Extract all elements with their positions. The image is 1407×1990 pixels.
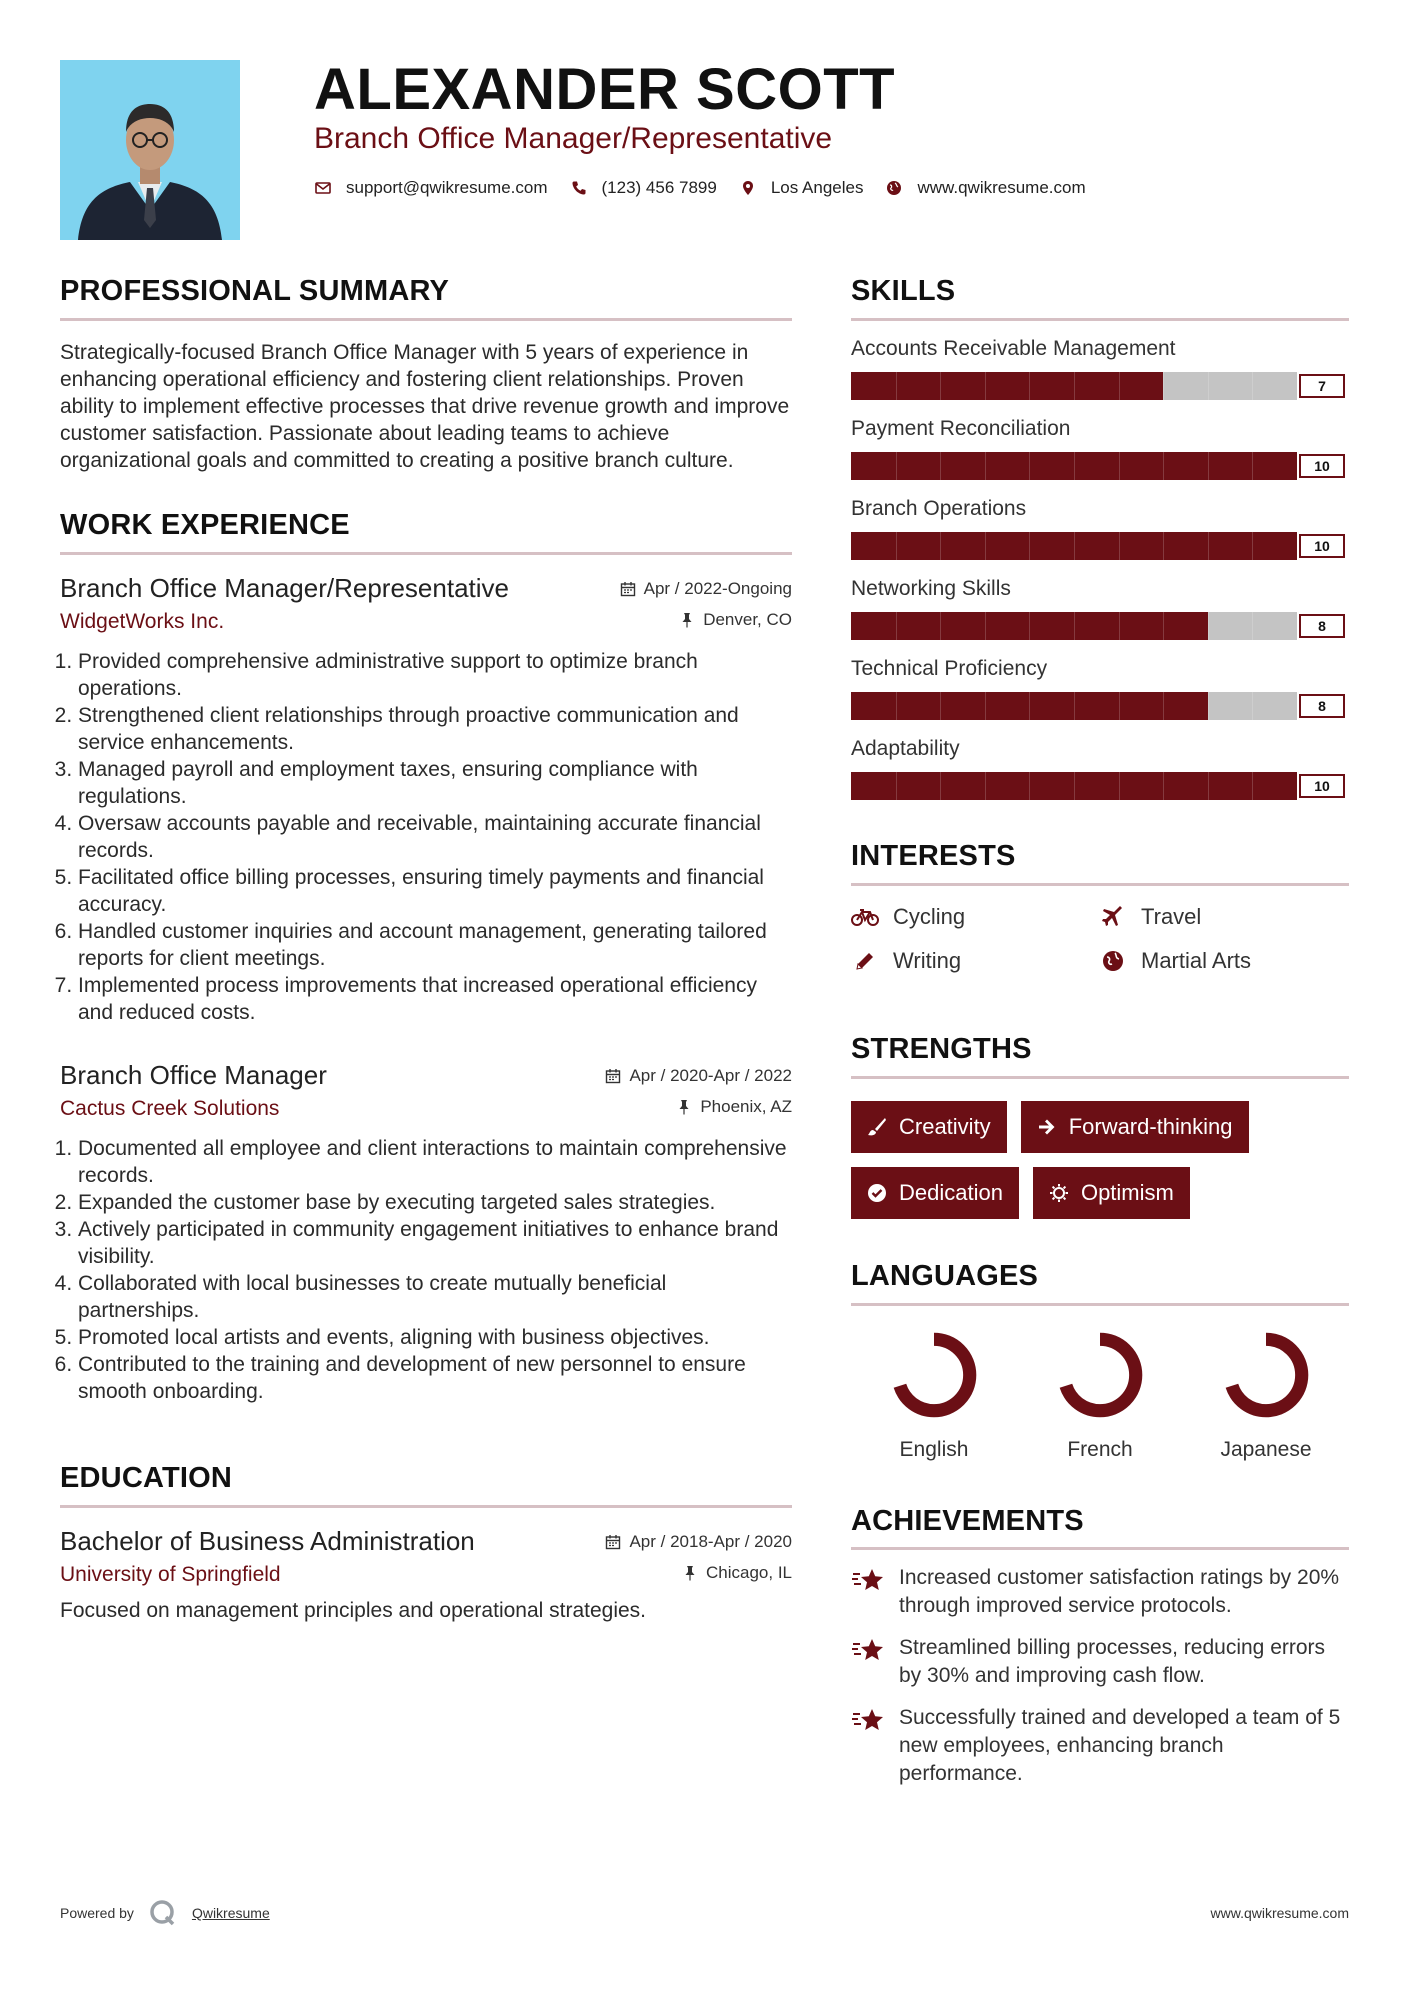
job-bullet: 5. Promoted local artists and events, aligning with business objectives. (78, 1324, 792, 1351)
skill-bar-divider (1029, 612, 1030, 640)
job-location-text: Phoenix, AZ (700, 1096, 792, 1116)
skill-bar-divider (1163, 772, 1164, 800)
job-bullet: 1. Provided comprehensive administrative support to optimize branch operations. (78, 648, 792, 702)
envelope-icon (314, 179, 332, 197)
skill-bar-divider (896, 772, 897, 800)
skill-bar-divider (1163, 692, 1164, 720)
skill-bar-divider (1252, 612, 1253, 640)
interest-label: Writing (893, 947, 962, 973)
interest-item (1099, 948, 1347, 974)
skill-bar-divider (940, 692, 941, 720)
education-location (682, 1563, 792, 1583)
skill-bar-divider (1119, 692, 1120, 720)
job-bullet: 2. Strengthened client relationships through proactive communication and service enhancements. (78, 702, 792, 756)
skill-bar-divider (1252, 692, 1253, 720)
skill-bar-divider (1208, 452, 1209, 480)
skill-bar (851, 372, 1297, 400)
pencil-icon (851, 950, 879, 972)
skill-bar-divider (1029, 692, 1030, 720)
skill-bar-divider (940, 532, 941, 560)
skill-bar-divider (1119, 452, 1120, 480)
skill-bar-divider (1163, 372, 1164, 400)
education-location-text: Chicago, IL (706, 1562, 792, 1582)
contact-location (739, 178, 864, 198)
arrow-right-icon (1037, 1117, 1057, 1137)
job-bullet: 6. Contributed to the training and development of new personnel to ensure smooth onboarding. (78, 1351, 792, 1405)
right-column (851, 276, 1349, 1788)
skill-bar-divider (1208, 532, 1209, 560)
language-level-arc (1064, 1339, 1135, 1410)
job-entry (60, 573, 792, 1026)
language-level-arc (1230, 1339, 1301, 1410)
skill-bar (851, 692, 1297, 720)
job-bullets (60, 648, 792, 1026)
strength-label: Creativity (899, 1113, 991, 1139)
job-bullet: 3. Managed payroll and employment taxes, ensuring compliance with regulations. (78, 756, 792, 810)
star-icon (851, 1636, 885, 1666)
strength-tag (851, 1167, 1019, 1219)
skill-item (851, 497, 1349, 561)
strength-label: Optimism (1080, 1179, 1174, 1205)
skill-bar (851, 452, 1297, 480)
interest-label: Cycling (893, 903, 966, 929)
candidate-title: Branch Office Manager/Representative (314, 122, 833, 155)
language-name: French (1067, 1437, 1133, 1461)
skill-bar-divider (1074, 612, 1075, 640)
skill-bar-divider (1074, 772, 1075, 800)
skill-bar-divider (1029, 772, 1030, 800)
footer-powered-by (60, 1898, 270, 1928)
skill-item (851, 577, 1349, 641)
star-icon (851, 1566, 885, 1596)
skill-bar-divider (940, 612, 941, 640)
skills-list (851, 337, 1349, 801)
skill-bar-divider (896, 452, 897, 480)
strength-tag (1021, 1101, 1249, 1153)
job-company: WidgetWorks Inc. (60, 609, 225, 633)
map-pin-icon (739, 179, 757, 197)
job-dates (620, 579, 792, 599)
skill-bar-divider (1119, 772, 1120, 800)
interest-item (851, 904, 1099, 930)
pushpin-icon (676, 1099, 692, 1115)
skill-bar-divider (1163, 452, 1164, 480)
skill-bar (851, 612, 1297, 640)
skill-bar-divider (896, 692, 897, 720)
skill-bar-divider (1252, 452, 1253, 480)
skill-name: Adaptability (851, 736, 960, 760)
phone-icon (570, 179, 588, 197)
skill-bar-divider (940, 452, 941, 480)
achievements-heading: ACHIEVEMENTS (851, 1506, 1349, 1551)
education-description: Focused on management principles and operational strategies. (60, 1598, 647, 1622)
skill-item (851, 337, 1349, 401)
powered-by-label: Powered by (60, 1905, 134, 1921)
skill-bar-divider (985, 692, 986, 720)
pushpin-icon (682, 1565, 698, 1581)
contact-email[interactable] (314, 178, 548, 198)
job-bullet: 4. Oversaw accounts payable and receivable, maintaining accurate financial records. (78, 810, 792, 864)
skills-heading: SKILLS (851, 276, 1349, 321)
contact-phone[interactable] (570, 178, 717, 198)
strength-label: Forward-thinking (1068, 1113, 1233, 1139)
skill-bar-row (851, 691, 1349, 721)
qwikresume-logo-icon (148, 1898, 178, 1928)
profile-photo (60, 60, 240, 240)
summary-text: Strategically-focused Branch Office Manager with 5 years of experience in enhancing operational efficiency and fostering client relationships. Proven ability to implement effective processes that drive revenue growth and improve customer satisfaction. Passionate about leading teams to achieve organizational goals and committed to creating a positive branch culture. (60, 340, 790, 472)
skill-value: 8 (1299, 614, 1345, 638)
contact-email-text: support@qwikresume.com (346, 178, 548, 197)
languages-heading: LANGUAGES (851, 1261, 1349, 1306)
achievement-text: Successfully trained and developed a team of 5 new employees, enhancing branch performance. (899, 1706, 1341, 1786)
job-bullet: 7. Implemented process improvements that increased operational efficiency and reduced costs. (78, 972, 792, 1026)
contact-website[interactable] (885, 178, 1085, 198)
calendar-icon (605, 1068, 621, 1084)
skill-bar-divider (1163, 532, 1164, 560)
job-bullets (60, 1135, 792, 1405)
skill-bar-divider (1208, 372, 1209, 400)
footer-website[interactable]: www.qwikresume.com (1210, 1905, 1349, 1921)
interest-item (1099, 904, 1347, 930)
education-entry (60, 1526, 792, 1624)
skill-bar-divider (896, 532, 897, 560)
skill-name: Accounts Receivable Management (851, 336, 1176, 360)
skill-bar-divider (1074, 532, 1075, 560)
language-level-arc (898, 1339, 969, 1410)
strength-tag (851, 1101, 1007, 1153)
job-entry (60, 1060, 792, 1405)
skill-value: 10 (1299, 774, 1345, 798)
language-ring (887, 1328, 981, 1422)
skill-bar-row (851, 371, 1349, 401)
plane-icon (1099, 906, 1127, 928)
summary-heading: PROFESSIONAL SUMMARY (60, 276, 792, 321)
sun-icon (1049, 1183, 1069, 1203)
interests-heading: INTERESTS (851, 841, 1349, 886)
skill-value: 7 (1299, 374, 1345, 398)
interest-label: Martial Arts (1141, 947, 1252, 973)
skill-value: 10 (1299, 534, 1345, 558)
pushpin-icon (679, 612, 695, 628)
skill-bar-divider (985, 612, 986, 640)
skill-bar-divider (1074, 692, 1075, 720)
skill-bar-divider (1119, 532, 1120, 560)
education-heading: EDUCATION (60, 1463, 792, 1508)
candidate-name: ALEXANDER SCOTT (314, 57, 896, 122)
interest-item (851, 948, 1099, 974)
skill-bar-divider (1163, 612, 1164, 640)
skill-bar-divider (1252, 772, 1253, 800)
skill-bar-divider (1208, 692, 1209, 720)
education-dates (605, 1532, 792, 1552)
skill-bar-divider (985, 532, 986, 560)
strengths-heading: STRENGTHS (851, 1034, 1349, 1079)
qwikresume-link[interactable]: Qwikresume (191, 1905, 270, 1921)
language-item (1183, 1328, 1349, 1462)
achievement-text: Increased customer satisfaction ratings by 20% through improved service protocols. (899, 1566, 1340, 1618)
achievement-item (851, 1564, 1349, 1620)
skill-bar-divider (896, 372, 897, 400)
left-column (60, 276, 792, 1624)
skill-bar-divider (940, 772, 941, 800)
skill-name: Networking Skills (851, 576, 1011, 600)
job-title: Branch Office Manager/Representative (60, 572, 509, 603)
achievements-list (851, 1564, 1349, 1788)
job-title: Branch Office Manager (60, 1059, 327, 1090)
skill-bar-divider (985, 452, 986, 480)
bicycle-icon (851, 906, 879, 928)
education-dates-text: Apr / 2018-Apr / 2020 (629, 1531, 792, 1551)
job-bullet: 6. Handled customer inquiries and account management, generating tailored reports for client meetings. (78, 918, 792, 972)
calendar-icon (605, 1534, 621, 1550)
strengths-list (851, 1101, 1349, 1219)
skill-item (851, 657, 1349, 721)
skill-bar-divider (1074, 452, 1075, 480)
skill-value: 10 (1299, 454, 1345, 478)
interest-label: Travel (1141, 903, 1202, 929)
skill-bar-divider (1119, 612, 1120, 640)
contact-location-text: Los Angeles (770, 178, 864, 197)
skill-bar-divider (896, 612, 897, 640)
job-location (676, 1097, 792, 1117)
achievement-item (851, 1704, 1349, 1788)
skill-name: Branch Operations (851, 496, 1027, 520)
skill-bar-divider (1029, 532, 1030, 560)
skill-bar-row (851, 611, 1349, 641)
skill-bar-divider (1252, 532, 1253, 560)
skill-bar-divider (1208, 772, 1209, 800)
person-silhouette-icon (60, 60, 240, 240)
job-dates-text: Apr / 2020-Apr / 2022 (629, 1065, 792, 1085)
job-dates-text: Apr / 2022-Ongoing (643, 578, 792, 598)
skill-bar-divider (1074, 372, 1075, 400)
brush-icon (867, 1117, 887, 1137)
skill-bar-divider (1029, 372, 1030, 400)
experience-heading: WORK EXPERIENCE (60, 510, 792, 555)
skill-bar (851, 772, 1297, 800)
skill-value: 8 (1299, 694, 1345, 718)
strength-tag (1033, 1167, 1190, 1219)
language-name: Japanese (1220, 1437, 1312, 1461)
achievement-text: Streamlined billing processes, reducing errors by 30% and improving cash flow. (899, 1636, 1326, 1688)
check-circle-icon (867, 1183, 887, 1203)
skill-bar-divider (985, 372, 986, 400)
job-bullet: 5. Facilitated office billing processes, ensuring timely payments and financial accuracy. (78, 864, 792, 918)
language-item (851, 1328, 1017, 1462)
interests-list (851, 904, 1349, 974)
job-bullet: 3. Actively participated in community engagement initiatives to enhance brand visibility. (78, 1216, 792, 1270)
skill-bar-divider (985, 772, 986, 800)
degree-title: Bachelor of Business Administration (60, 1525, 475, 1556)
contact-phone-text: (123) 456 7899 (601, 178, 717, 197)
job-location-text: Denver, CO (703, 609, 792, 629)
skill-name: Payment Reconciliation (851, 416, 1071, 440)
skill-name: Technical Proficiency (851, 656, 1048, 680)
skill-bar-row (851, 451, 1349, 481)
job-bullet: 4. Collaborated with local businesses to create mutually beneficial partnerships. (78, 1270, 792, 1324)
skill-bar-divider (1119, 372, 1120, 400)
job-bullet: 1. Documented all employee and client interactions to maintain comprehensive records. (78, 1135, 792, 1189)
skill-bar-divider (1208, 612, 1209, 640)
language-ring (1053, 1328, 1147, 1422)
globe-icon (1099, 950, 1127, 972)
skill-bar-row (851, 531, 1349, 561)
language-ring (1219, 1328, 1313, 1422)
job-location (679, 610, 792, 630)
job-dates (605, 1066, 792, 1086)
globe-icon (885, 179, 903, 197)
job-company: Cactus Creek Solutions (60, 1096, 280, 1120)
contact-bar (314, 178, 1086, 198)
skill-bar-divider (1029, 452, 1030, 480)
contact-website-text: www.qwikresume.com (917, 178, 1086, 197)
skill-bar-fill (851, 372, 1163, 400)
skill-item (851, 737, 1349, 801)
calendar-icon (620, 581, 636, 597)
achievement-item (851, 1634, 1349, 1690)
languages-list (851, 1328, 1349, 1462)
job-bullet: 2. Expanded the customer base by executing targeted sales strategies. (78, 1189, 792, 1216)
skill-item (851, 417, 1349, 481)
star-icon (851, 1706, 885, 1736)
strength-label: Dedication (899, 1179, 1003, 1205)
skill-bar-row (851, 771, 1349, 801)
language-name: English (899, 1437, 969, 1461)
language-item (1017, 1328, 1183, 1462)
skill-bar-divider (1252, 372, 1253, 400)
skill-bar (851, 532, 1297, 560)
school-name: University of Springfield (60, 1562, 281, 1586)
skill-bar-divider (940, 372, 941, 400)
